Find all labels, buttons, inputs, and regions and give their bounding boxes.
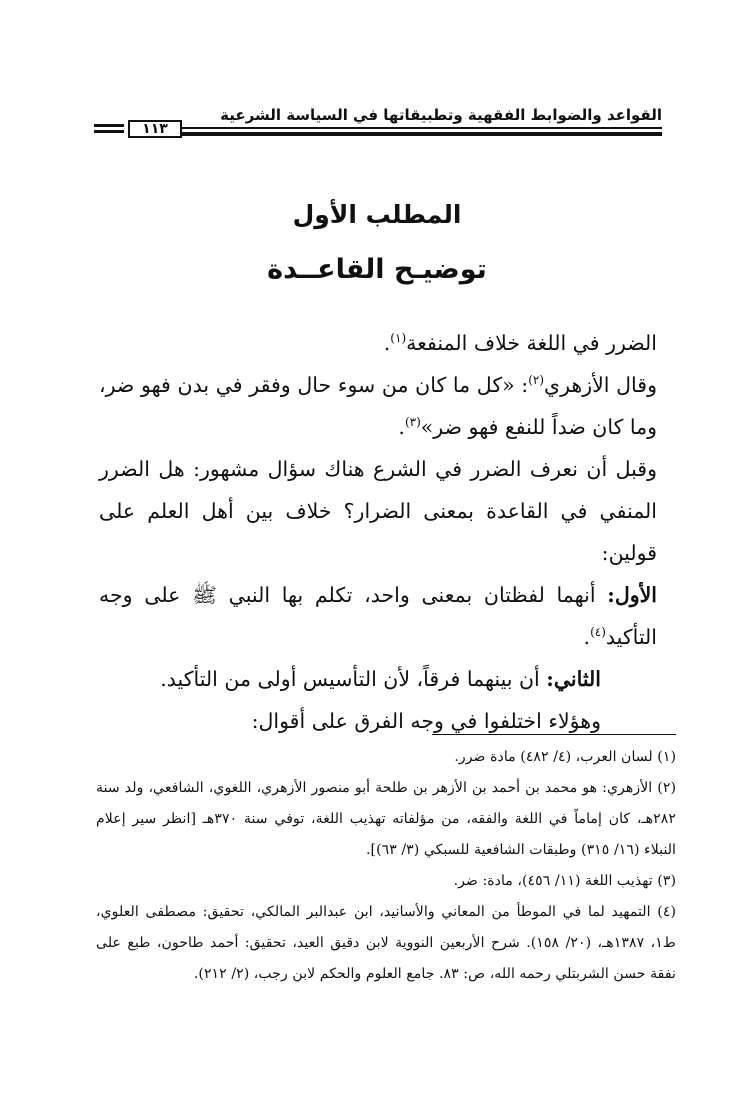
paragraph-3: وقبل أن نعرف الضرر في الشرع هناك سؤال مشهور: هل الضرر المنفي في القاعدة بمعنى الضرار؟ خلاف بين أهل العلم على قولين: <box>99 457 657 565</box>
footnote-number: (٤) <box>657 904 676 920</box>
footnote-ref-2: (٢) <box>528 373 545 388</box>
page-number: ١١٣ <box>128 120 182 138</box>
paragraph-4-end: . <box>583 625 591 649</box>
section-heading: المطلب الأول <box>292 200 462 229</box>
footnote-text: لسان العرب، (٤/ ٤٨٢) مادة ضرر. <box>454 749 653 765</box>
footnotes <box>96 742 676 990</box>
paragraph-2-text: : «كل ما كان من سوء حال وفقر في بدن فهو ضر، وما كان ضداً للنفع فهو ضر» <box>99 373 657 439</box>
paragraph-1 <box>99 322 679 364</box>
paragraph-5-text: أن بينهما فرقاً، لأن التأسيس أولى من التأكيد. <box>160 667 547 691</box>
main-text <box>99 322 679 742</box>
paragraph-1-end: . <box>383 331 391 355</box>
subsection-heading: توضيـح القاعــدة <box>267 254 487 285</box>
first-opinion-label: الأول: <box>607 583 657 607</box>
footnote-number: (٢) <box>657 780 676 796</box>
paragraph-6: وهؤلاء اختلفوا في وجه الفرق على أقوال: <box>251 709 601 733</box>
footnote-number: (١) <box>657 749 676 765</box>
footnote-ref-3: (٣) <box>404 415 421 430</box>
running-header-title: القواعد والضوابط الفقهية وتطبيقاتها في السياسة الشرعية <box>220 106 662 124</box>
paragraph-2-lead: وقال الأزهري <box>544 373 657 397</box>
footnote-number: (٣) <box>657 873 676 889</box>
footnote-4 <box>96 897 676 990</box>
paragraph-2-end: . <box>398 415 405 439</box>
footnote-ref-1: (١) <box>390 331 407 346</box>
footnote-separator <box>432 734 676 735</box>
footnote-1 <box>96 742 676 773</box>
paragraph-2 <box>99 364 679 448</box>
paragraph-1-text: الضرر في اللغة خلاف المنفعة <box>406 331 657 355</box>
footnote-2 <box>96 773 676 866</box>
footnote-ref-4: (٤) <box>590 625 606 640</box>
paragraph-5 <box>99 658 679 700</box>
footnote-text: الأزهري: هو محمد بن أحمد بن الأزهر بن طلحة أبو منصور الأزهري، اللغوي، الشافعي، ولد سنة ٢٨٢هـ، كان إماماً في اللغة والفقه، من مؤلفاته تهذيب اللغة، توفي سنة ٣٧٠هـ [انظر سير إعلام النبلاء (١٦/ ٣١٥) وطبقات الشافعية للسبكي (٣/ ٦٣)]. <box>96 780 676 858</box>
page-number-left-dash <box>94 124 124 127</box>
paragraph-4-text: أنهما لفظتان بمعنى واحد، تكلم بها النبي ﷺ على وجه التأكيد <box>99 583 657 649</box>
second-opinion-label: الثاني: <box>546 667 601 691</box>
footnote-3 <box>96 866 676 897</box>
paragraph-4 <box>99 574 679 658</box>
page-number-area <box>90 120 754 140</box>
page-number-left-dash <box>94 130 124 133</box>
footnote-text: التمهيد لما في الموطأ من المعاني والأسانيد، ابن عبدالبر المالكي، تحقيق: مصطفى العلوي، ط١، ١٣٨٧هـ، (٢٠/ ١٥٨). شرح الأربعين النووية لابن دقيق العيد، تحقيق: أحمد طاحون، طبع على نفقة حسن الشربتلي رحمه الله، ص: ٨٣. جامع العلوم والحكم لابن رجب، (٢/ ٢١٢). <box>96 904 677 982</box>
footnote-text: تهذيب اللغة (١١/ ٤٥٦)، مادة: ضر. <box>453 873 653 889</box>
